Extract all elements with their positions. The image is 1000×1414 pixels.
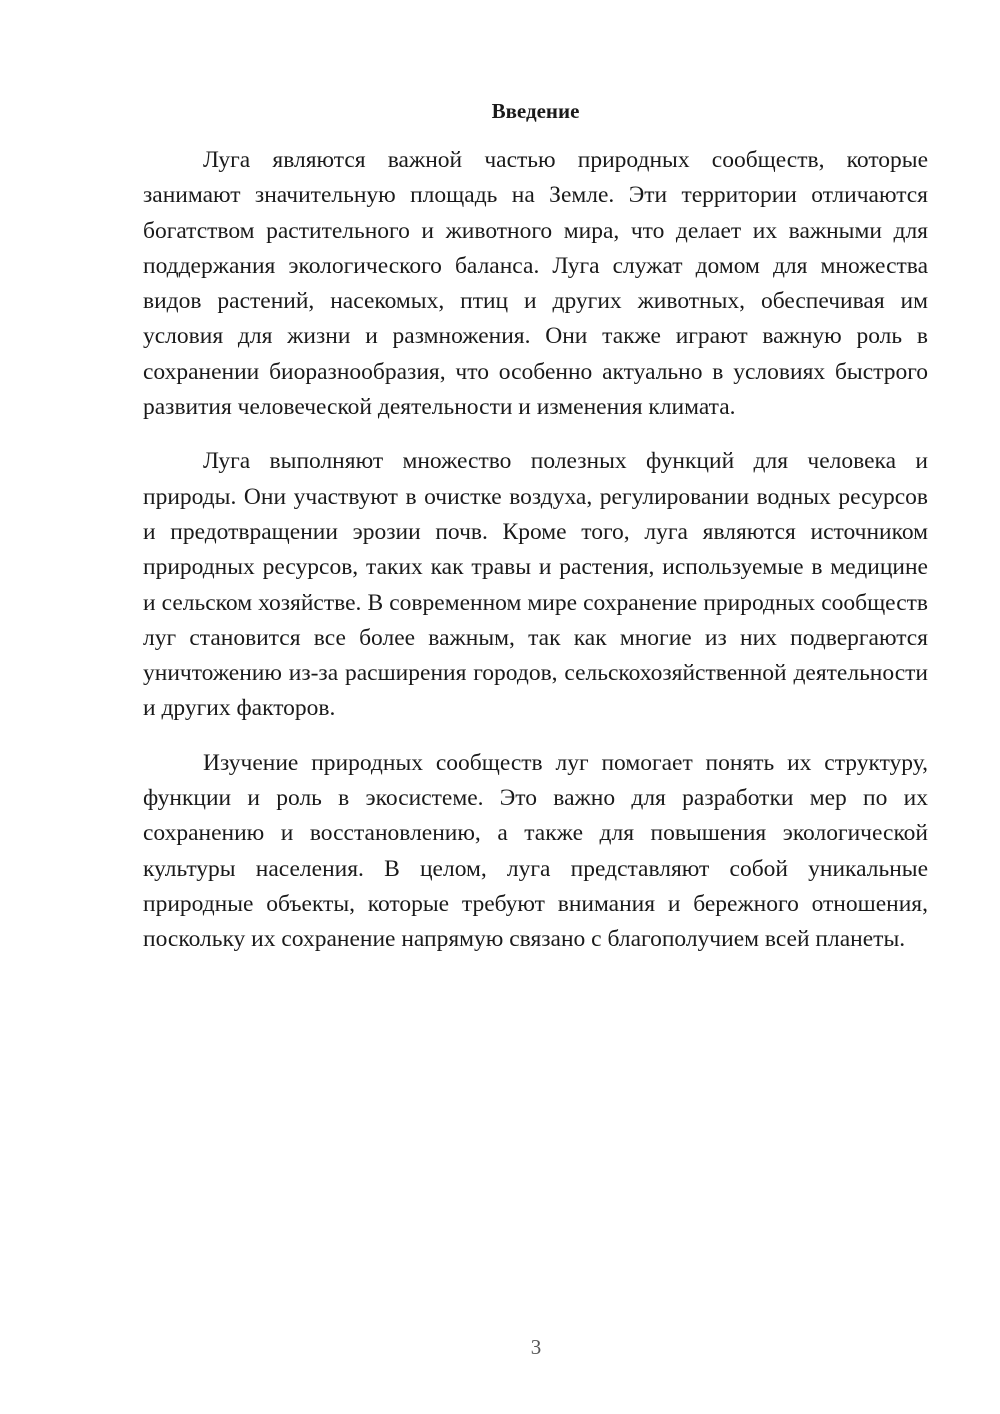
page-number: 3 — [530, 1335, 542, 1359]
paragraph-2: Луга выполняют множество полезных функций для человека и природы. Они участвуют в очистке воздуха, регулировании водных ресурсов и предотвращении эрозии почв. Кроме того, луга являются источником природных ресурсов, таких как травы и растения, используемые в медицине и сельском хозяйстве. В современном мире сохранение природных сообществ луг становится все более важным, так как многие из них подвергаются уничтожению из-за расширения городов, сельскохозяйственной деятельности и других факторов. — [143, 448, 928, 722]
paragraph-3: Изучение природных сообществ луг помогает понять их структуру, функции и роль в экосистеме. Это важно для разработки мер по их сохранению и восстановлению, а также для повышения экологической культуры населения. В целом, луга представляют собой уникальные природные объекты, которые требуют внимания и бережного отношения, поскольку их сохранение напрямую связано с благополучием всей планеты. — [143, 749, 928, 953]
page-title: Введение — [491, 99, 580, 123]
body-text — [143, 143, 928, 977]
paragraph-1: Луга являются важной частью природных сообществ, которые занимают значительную площадь на Земле. Эти территории отличаются богатством растительного и животного мира, что делает их важными для поддержания экологического баланса. Луга служат домом для множества видов растений, насекомых, птиц и других животных, обеспечивая им условия для жизни и размножения. Они также играют важную роль в сохранении биоразнообразия, что особенно актуально в условиях быстрого развития человеческой деятельности и изменения климата. — [143, 147, 928, 421]
